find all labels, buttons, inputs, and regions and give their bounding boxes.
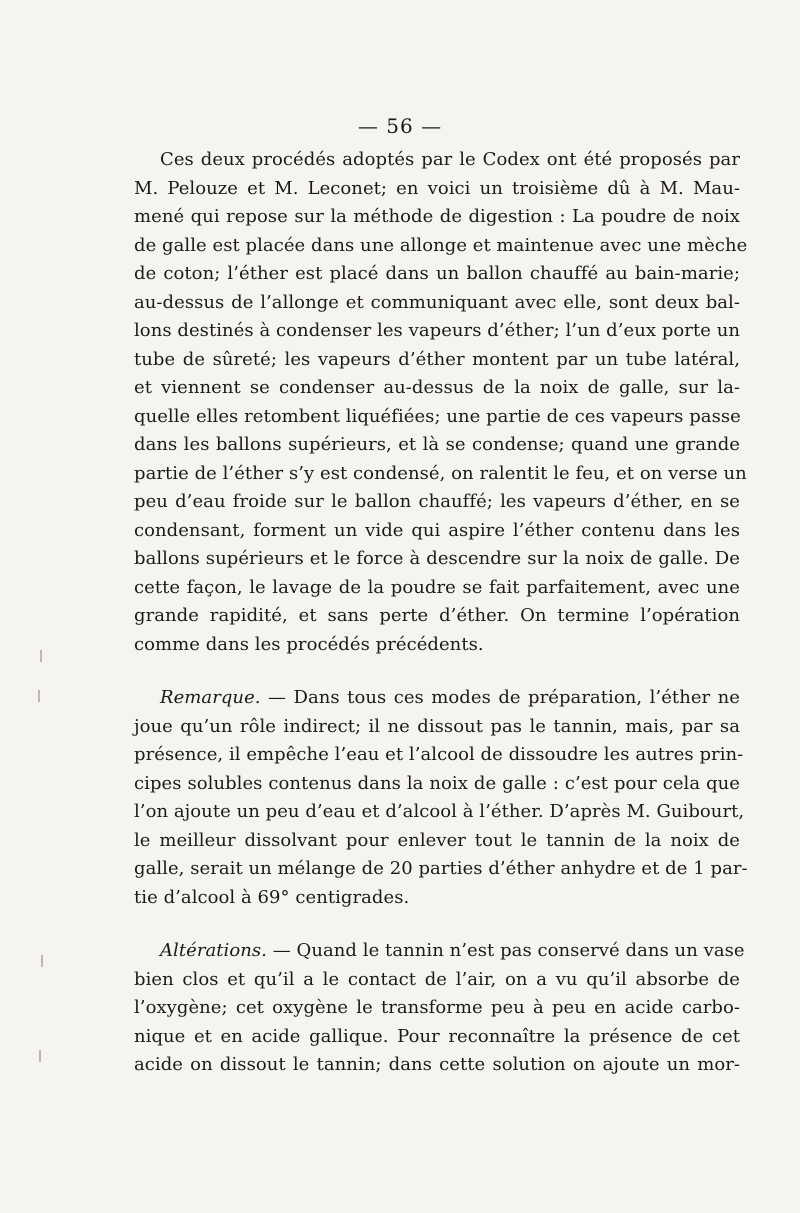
paragraph-codex-methods	[134, 146, 748, 659]
text-line: l’on ajoute un peu d’eau et d’alcool à l’éther. D’après M. Guibourt,	[134, 801, 745, 822]
body-text	[134, 146, 748, 1080]
text-line: cette façon, le lavage de la poudre se fait parfaitement, avec une	[134, 576, 740, 598]
text-line: présence, il empêche l’eau et l’alcool de dissoudre les autres prin-	[134, 744, 744, 765]
text-line: mené qui repose sur la méthode de digestion : La poudre de noix	[134, 206, 740, 227]
paragraph-remarque	[134, 684, 748, 912]
text-line: de coton; l’éther est placé dans un ballon chauffé au bain-marie;	[134, 263, 740, 284]
text-line: dans les ballons supérieurs, et là se condense; quand une grande	[134, 434, 740, 455]
text-line: nique et en acide gallique. Pour reconnaître la présence de cet	[134, 1025, 740, 1047]
paragraph-spacing	[134, 912, 740, 937]
paragraph-opening-line	[134, 937, 745, 966]
text-line: de galle est placée dans une allonge et maintenue avec une mèche	[134, 234, 748, 256]
section-lead-alterations: Altérations.	[160, 940, 267, 961]
margin-speck	[39, 1050, 41, 1062]
paragraph-alterations	[134, 937, 745, 1080]
paragraph-opening-line	[134, 684, 740, 713]
text-line: peu d’eau froide sur le ballon chauffé; les vapeurs d’éther, en se	[134, 491, 740, 512]
paragraph-spacing	[134, 659, 740, 684]
text-line: cipes solubles contenus dans la noix de galle : c’est pour cela que	[134, 772, 740, 794]
text-line: Ces deux procédés adoptés par le Codex ont été proposés par	[160, 149, 740, 170]
text-line: tube de sûreté; les vapeurs d’éther montent par un tube latéral,	[134, 348, 740, 370]
section-lead-remarque: Remarque.	[160, 687, 261, 708]
text-line: galle, serait un mélange de 20 parties d’éther anhydre et de 1 par-	[134, 858, 748, 879]
margin-speck	[38, 690, 40, 702]
page-number: — 56 —	[357, 114, 443, 138]
text-line: comme dans les procédés précédents.	[134, 633, 484, 655]
text-line: l’oxygène; cet oxygène le transforme peu à peu en acide carbo-	[134, 997, 740, 1018]
text-line: le meilleur dissolvant pour enlever tout le tannin de la noix de	[134, 829, 740, 851]
text-line: au-dessus de l’allonge et communiquant avec elle, sont deux bal-	[134, 291, 740, 313]
text-fragment: — Dans tous ces modes de préparation, l’éther ne	[260, 687, 740, 708]
text-line: quelle elles retombent liquéfiées; une partie de ces vapeurs passe	[134, 405, 741, 427]
text-line: tie d’alcool à 69° centigrades.	[134, 886, 410, 908]
text-line: condensant, forment un vide qui aspire l’éther contenu dans les	[134, 519, 740, 541]
text-line: M. Pelouze et M. Leconet; en voici un troisième dû à M. Mau-	[134, 177, 740, 199]
text-line: bien clos et qu’il a le contact de l’air, on a vu qu’il absorbe de	[134, 968, 740, 990]
text-line: acide on dissout le tannin; dans cette solution on ajoute un mor-	[134, 1054, 740, 1075]
text-line: joue qu’un rôle indirect; il ne dissout pas le tannin, mais, par sa	[134, 715, 740, 737]
text-line: et viennent se condenser au-dessus de la noix de galle, sur la-	[134, 377, 740, 398]
text-line: lons destinés à condenser les vapeurs d’éther; l’un d’eux porte un	[134, 320, 740, 341]
text-line: grande rapidité, et sans perte d’éther. On termine l’opération	[134, 605, 740, 626]
margin-speck	[41, 955, 43, 967]
text-line: partie de l’éther s’y est condensé, on ralentit le feu, et on verse un	[134, 462, 747, 484]
text-line: ballons supérieurs et le force à descendre sur la noix de galle. De	[134, 548, 740, 569]
margin-speck	[40, 650, 42, 662]
text-fragment: — Quand le tannin n’est pas conservé dans un vase	[266, 940, 745, 961]
